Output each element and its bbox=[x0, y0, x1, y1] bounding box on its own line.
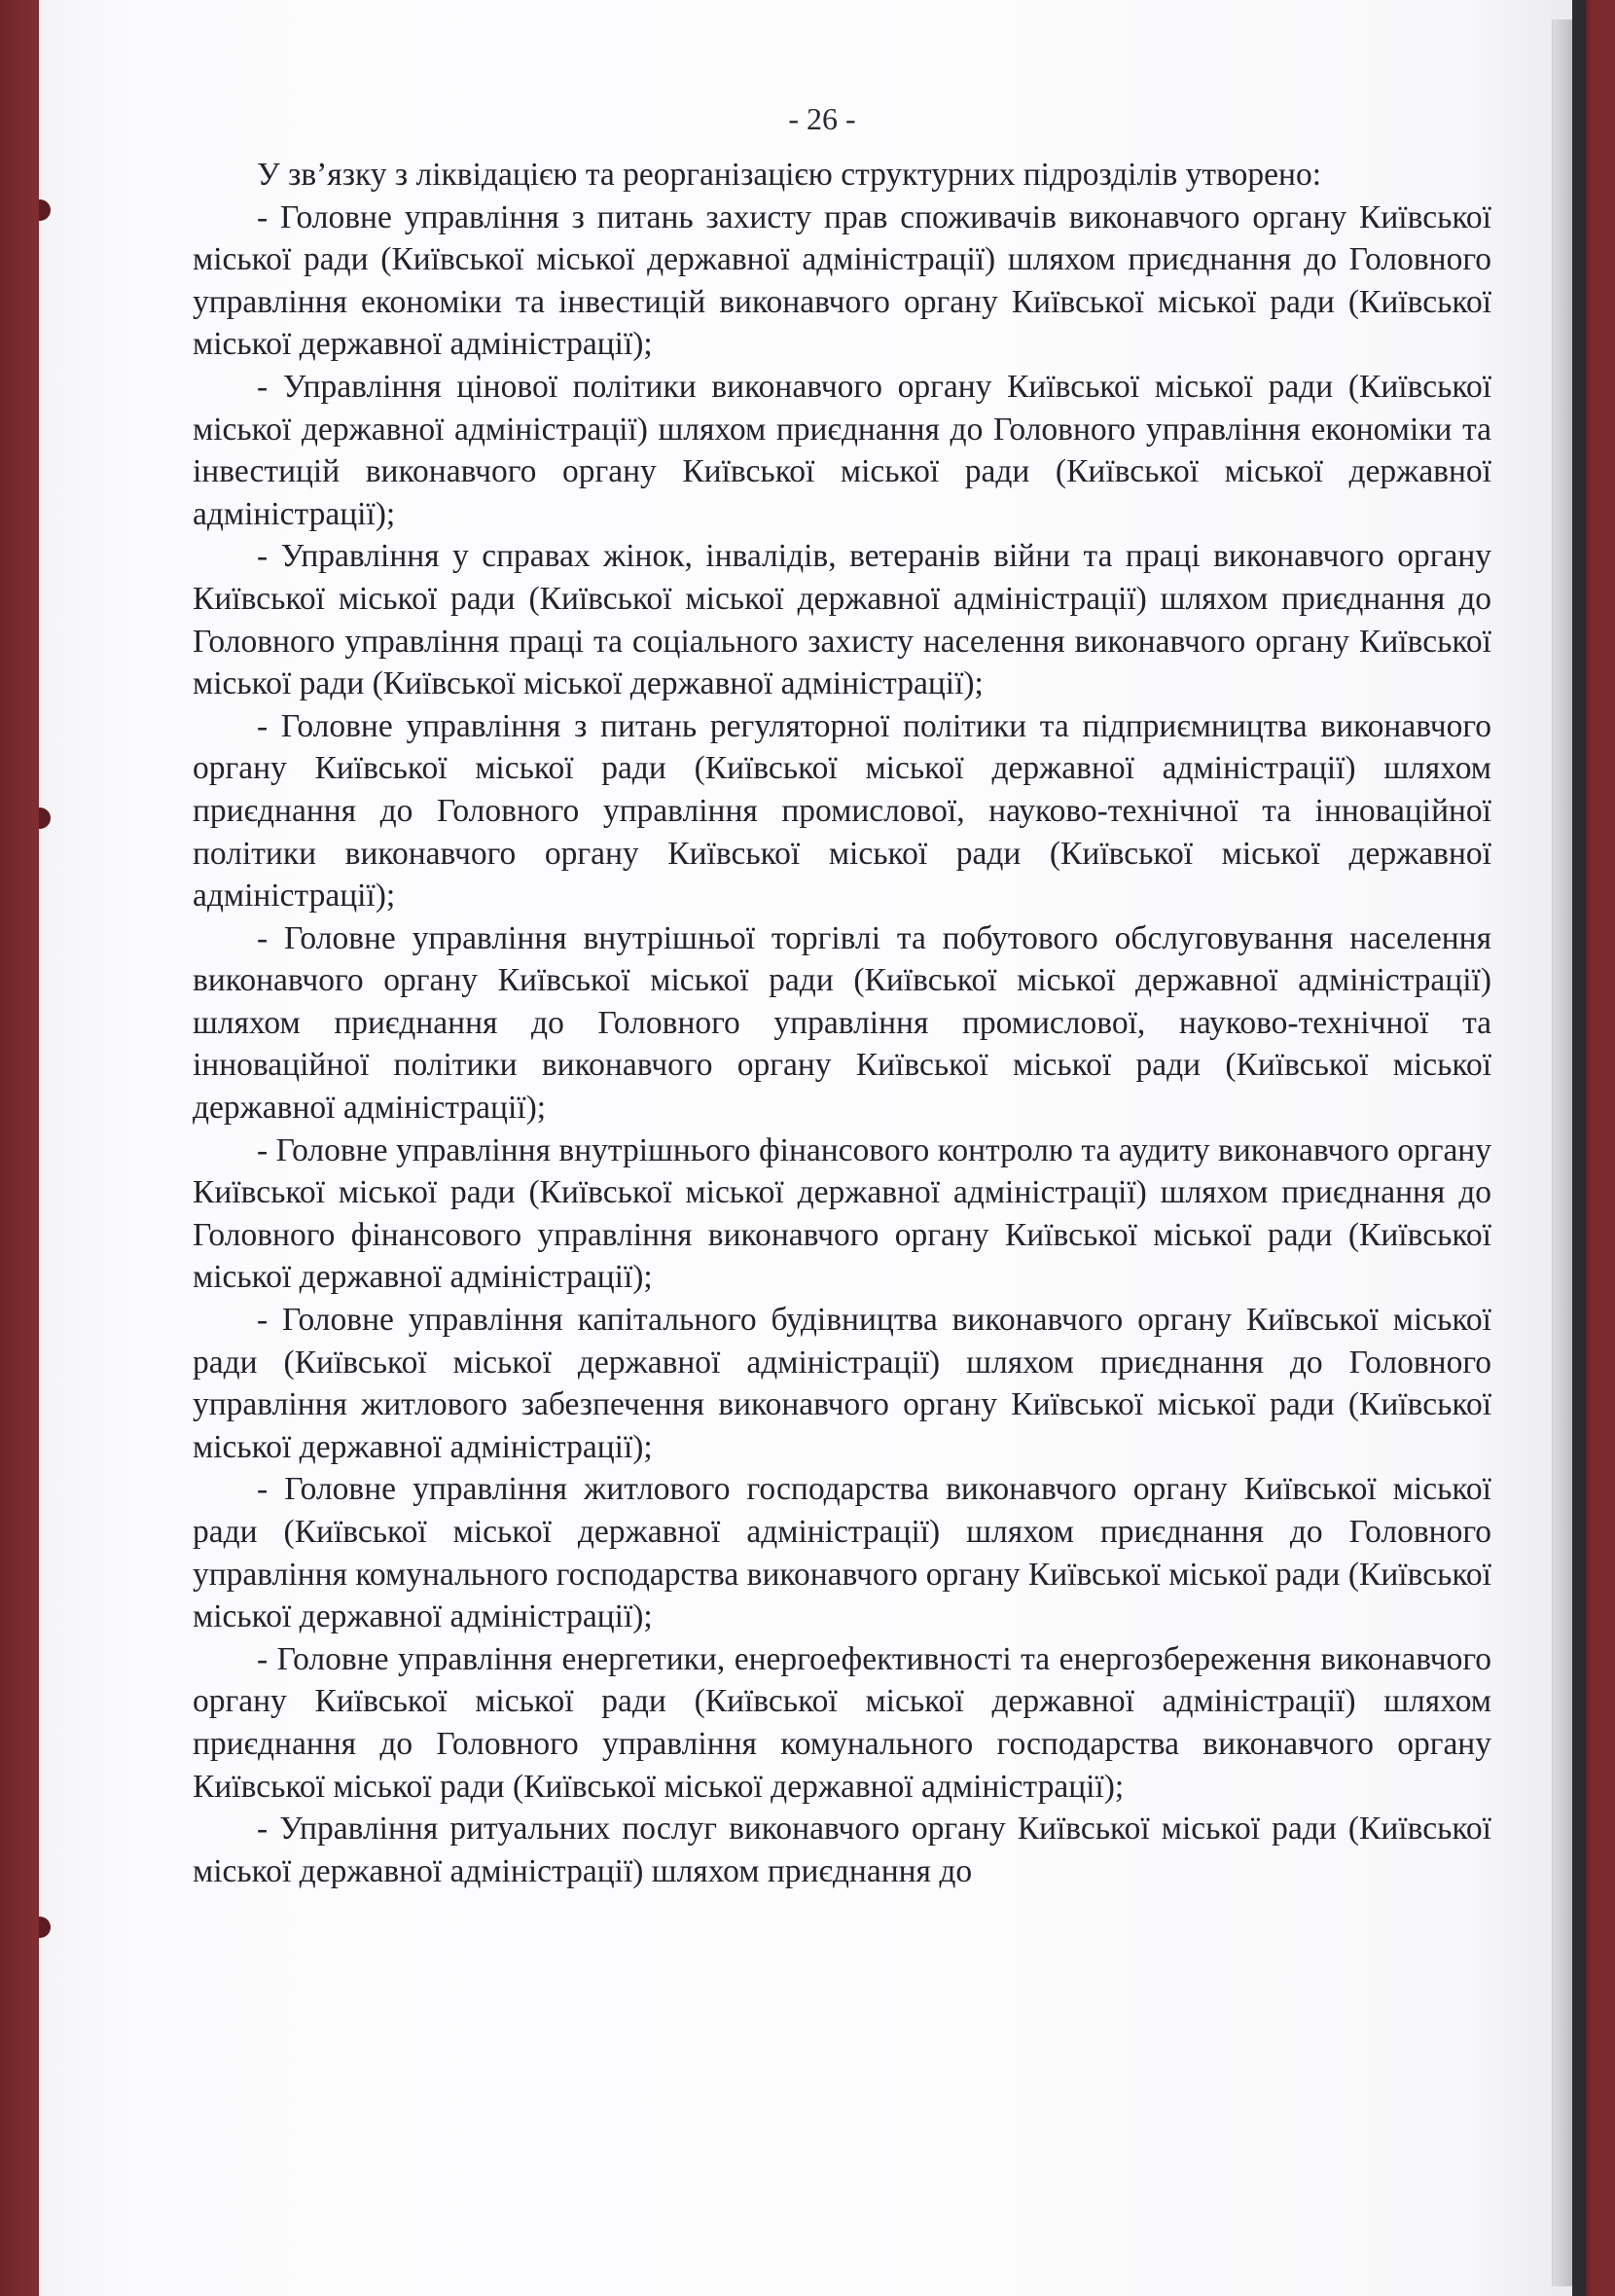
scan-border bbox=[1572, 0, 1586, 2296]
page-number: - 26 - bbox=[788, 101, 856, 136]
list-item: - Головне управління з питань регуляторної політики та підприємництва виконавчого органу Київської міської ради (Київської міської державної адміністрації) шляхом приєднання до Головного управління промислової, науково-технічної та інноваційної політики виконавчого органу Київської міської ради (Київської міської державної адміністрації); bbox=[193, 707, 1491, 915]
list-item: - Головне управління житлового господарства виконавчого органу Київської міської ради (Київської міської державної адміністрації) шляхом приєднання до Головного управління комунального господарства виконавчого органу Київської міської ради (Київської міської державної адміністрації); bbox=[193, 1471, 1491, 1635]
page-stack-edge bbox=[1552, 19, 1574, 2286]
list-item: - Управління ритуальних послуг виконавчого органу Київської міської ради (Київської міської державної адміністрації) шляхом приєднання до bbox=[193, 1811, 1491, 1889]
list-item: - Управління у справах жінок, інвалідів, ветеранів війни та праці виконавчого органу Київської міської ради (Київської міської державної адміністрації) шляхом приєднання до Головного управління праці та соціального захисту населення виконавчого органу Київської міської ради (Київської міської державної адміністрації); bbox=[193, 538, 1491, 702]
list-item: - Головне управління внутрішньої торгівлі та побутового обслуговування населення виконавчого органу Київської міської ради (Київської міської державної адміністрації) шляхом приєднання до Головного управління промислової, науково-технічної та інноваційної політики виконавчого органу Київської міської ради (Київської міської державної адміністрації); bbox=[193, 919, 1491, 1127]
intro-paragraph: У зв’язку з ліквідацією та реорганізацією структурних підрозділів утворено: bbox=[257, 157, 1322, 193]
document-body bbox=[193, 154, 1491, 1892]
list-item: - Головне управління енергетики, енергоефективності та енергозбереження виконавчого органу Київської міської ради (Київської міської державної адміністрації) шляхом приєднання до Головного управління комунального господарства виконавчого органу Київської міської ради (Київської міської державної адміністрації); bbox=[193, 1640, 1491, 1805]
list-item: - Головне управління внутрішнього фінансового контролю та аудиту виконавчого органу Київської міської ради (Київської міської державної адміністрації) шляхом приєднання до Головного фінансового управління виконавчого органу Київської міської ради (Київської міської державної адміністрації); bbox=[193, 1131, 1491, 1296]
list-item: - Головне управління з питань захисту прав споживачів виконавчого органу Київської міської ради (Київської міської державної адміністрації) шляхом приєднання до Головного управління економіки та інвестицій виконавчого органу Київської міської ради (Київської міської державної адміністрації); bbox=[193, 198, 1491, 363]
list-item: - Управління цінової політики виконавчого органу Київської міської ради (Київської міської державної адміністрації) шляхом приєднання до Головного управління економіки та інвестицій виконавчого органу Київської міської ради (Київської міської державної адміністрації); bbox=[193, 368, 1491, 532]
list-item: - Головне управління капітального будівництва виконавчого органу Київської міської ради (Київської міської державної адміністрації) шляхом приєднання до Головного управління житлового забезпечення виконавчого органу Київської міської ради (Київської міської державної адміністрації); bbox=[193, 1302, 1491, 1465]
